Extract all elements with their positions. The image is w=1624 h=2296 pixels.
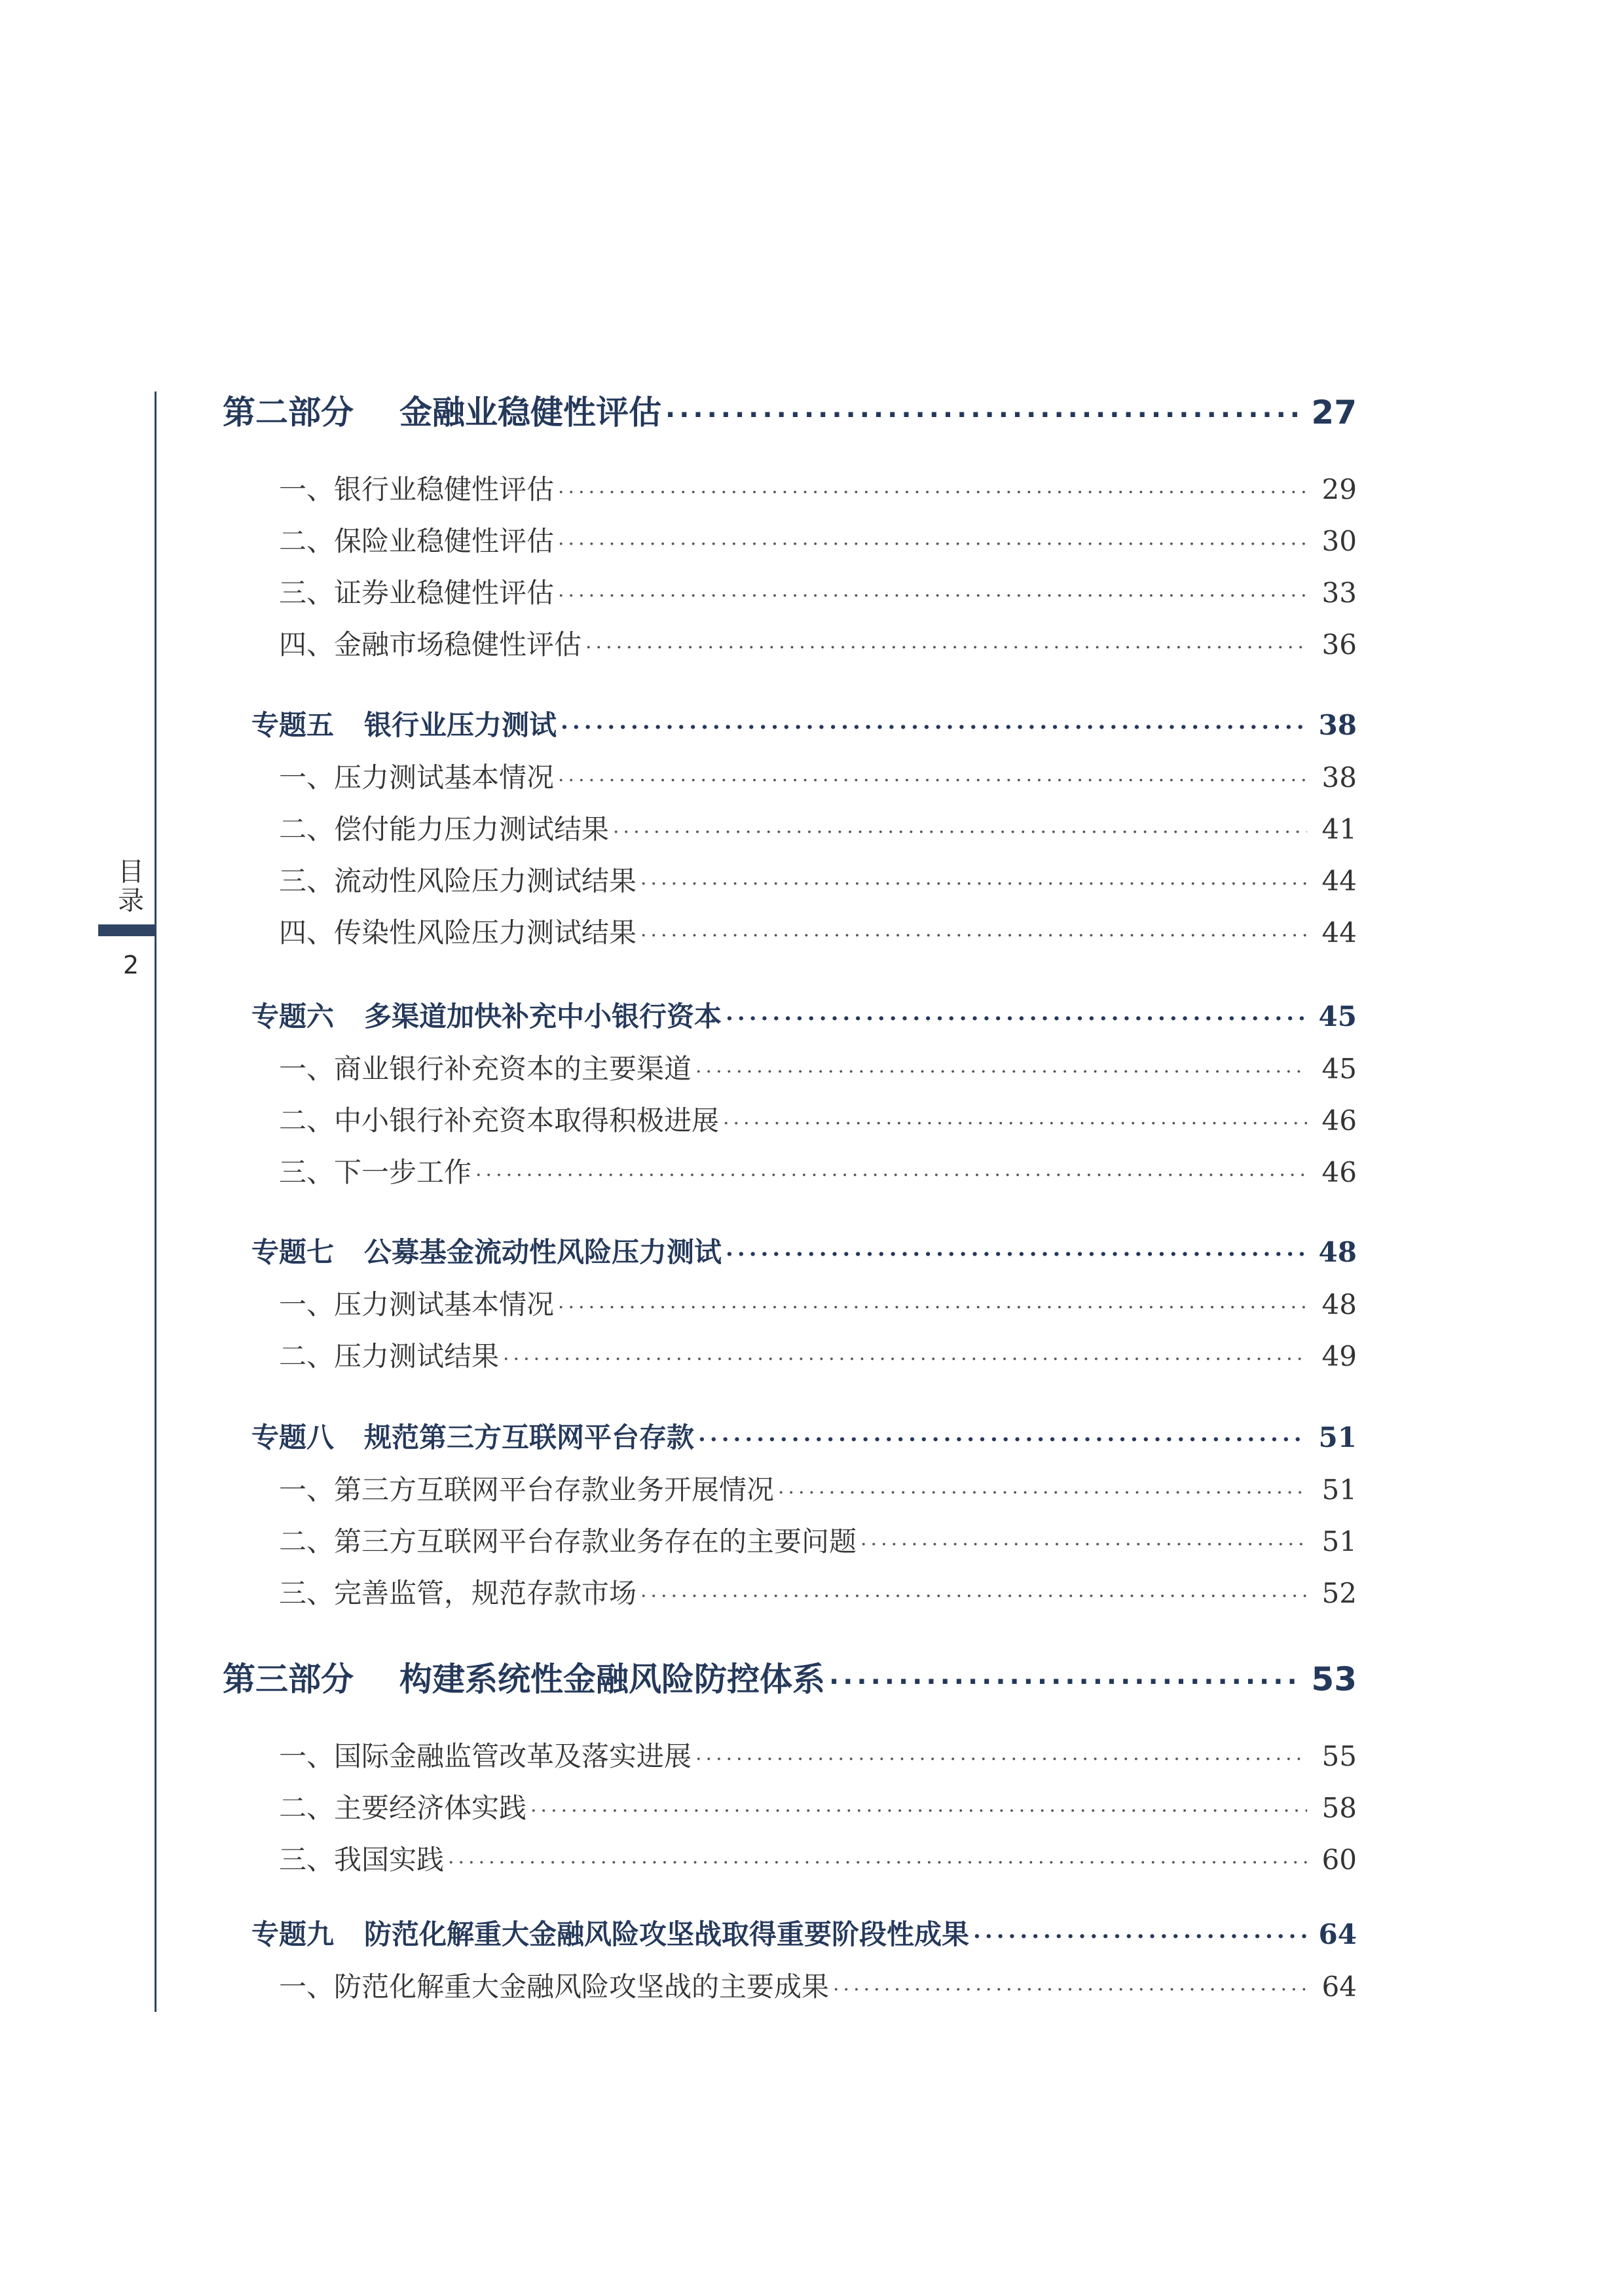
toc-leader-dots — [558, 1296, 1307, 1319]
toc-page-number: 45 — [1318, 1000, 1357, 1032]
toc-heading-title: 金融业稳健性评估 — [399, 393, 661, 431]
toc-entry-label: 一、防范化解重大金融风险攻坚战的主要成果 — [279, 1971, 830, 2003]
toc-entry-label: 一、压力测试基本情况 — [279, 761, 555, 793]
toc-entry[interactable] — [279, 808, 1357, 851]
toc-entry-page: 51 — [1321, 1474, 1357, 1506]
toc-leader-dots — [695, 1061, 1307, 1084]
toc-page-number: 51 — [1318, 1421, 1357, 1453]
toc-entry[interactable] — [279, 756, 1357, 799]
toc-entry-page: 64 — [1321, 1971, 1357, 2003]
toc-heading-number: 专题八 — [251, 1421, 335, 1453]
toc-entry-label: 三、完善监管，规范存款市场 — [279, 1577, 637, 1609]
toc-entry-page: 29 — [1321, 473, 1357, 505]
toc-entry-page: 38 — [1321, 761, 1357, 793]
toc-entry-label: 三、证券业稳健性评估 — [279, 577, 555, 609]
toc-leader-dots — [558, 481, 1307, 504]
toc-entry[interactable] — [279, 1048, 1357, 1091]
toc-entry[interactable] — [279, 1735, 1357, 1778]
toc-page-number: 38 — [1318, 709, 1357, 741]
toc-entry[interactable] — [279, 1965, 1357, 2009]
toc-entry-label: 一、国际金融监管改革及落实进展 — [279, 1740, 692, 1772]
toc-leader-dots — [726, 1241, 1307, 1267]
toc-page-number: 48 — [1318, 1236, 1357, 1268]
toc-entry-label: 二、第三方互联网平台存款业务存在的主要问题 — [279, 1525, 857, 1558]
toc-heading-title: 银行业压力测试 — [364, 709, 557, 741]
toc-entry[interactable] — [279, 572, 1357, 615]
toc-page-number: 27 — [1311, 393, 1357, 431]
toc-entry-label: 一、压力测试基本情况 — [279, 1288, 555, 1321]
toc-heading-label — [251, 1913, 969, 1952]
toc-entry-page: 36 — [1321, 629, 1357, 661]
toc-entry-page: 46 — [1321, 1156, 1357, 1188]
toc-entry-label: 四、传染性风险压力测试结果 — [279, 917, 637, 949]
toc-entry-label: 三、我国实践 — [279, 1844, 445, 1876]
toc-leader-dots — [723, 1112, 1307, 1135]
toc-entry[interactable] — [279, 1099, 1357, 1142]
toc-entry-page: 52 — [1321, 1577, 1357, 1609]
toc-leader-dots — [585, 636, 1307, 659]
toc-entry-label: 三、流动性风险压力测试结果 — [279, 865, 637, 897]
toc-topic-heading[interactable] — [251, 1231, 1357, 1277]
toc-heading-number: 专题九 — [251, 1918, 335, 1950]
toc-heading-label — [251, 1416, 694, 1455]
toc-part-heading[interactable] — [223, 386, 1357, 439]
toc-entry-page: 30 — [1321, 525, 1357, 557]
toc-entry-label: 二、主要经济体实践 — [279, 1792, 527, 1824]
toc-entry-label: 四、金融市场稳健性评估 — [279, 629, 582, 661]
toc-entry[interactable] — [279, 860, 1357, 903]
toc-leader-dots — [558, 533, 1307, 556]
toc-heading-number: 第三部分 — [223, 1660, 354, 1698]
toc-heading-label — [223, 386, 661, 433]
toc-heading-number: 专题六 — [251, 1000, 335, 1032]
toc-leader-dots — [726, 1006, 1307, 1032]
toc-entry-page: 48 — [1321, 1288, 1357, 1321]
toc-leader-dots — [698, 1427, 1307, 1453]
toc-leader-dots — [833, 1978, 1307, 2001]
toc-leader-dots — [860, 1533, 1307, 1556]
toc-entry-page: 55 — [1321, 1740, 1357, 1772]
toc-entry[interactable] — [279, 911, 1357, 955]
toc-entry[interactable] — [279, 468, 1357, 511]
toc-heading-number: 第二部分 — [223, 393, 354, 431]
toc-entry-label: 一、商业银行补充资本的主要渠道 — [279, 1053, 692, 1085]
toc-page-number: 53 — [1311, 1660, 1357, 1698]
section-label-vertical: 目录 — [118, 857, 144, 916]
toc-entry[interactable] — [279, 520, 1357, 563]
toc-part-heading[interactable] — [223, 1653, 1357, 1705]
toc-leader-dots — [665, 400, 1298, 430]
toc-heading-title: 多渠道加快补充中小银行资本 — [364, 1000, 722, 1032]
toc-entry-label: 三、下一步工作 — [279, 1156, 472, 1188]
toc-entry-label: 二、中小银行补充资本取得积极进展 — [279, 1104, 720, 1137]
toc-entry[interactable] — [279, 1335, 1357, 1378]
toc-entry-page: 51 — [1321, 1525, 1357, 1558]
toc-heading-title: 公募基金流动性风险压力测试 — [364, 1236, 722, 1268]
toc-entry-label: 一、银行业稳健性评估 — [279, 473, 555, 505]
toc-entry[interactable] — [279, 1468, 1357, 1512]
toc-entry-page: 58 — [1321, 1792, 1357, 1824]
toc-leader-dots — [973, 1923, 1307, 1950]
toc-leader-dots — [695, 1748, 1307, 1771]
toc-heading-title: 构建系统性金融风险防控体系 — [399, 1660, 825, 1698]
toc-topic-heading[interactable] — [251, 1416, 1357, 1462]
toc-leader-dots — [640, 873, 1307, 896]
toc-heading-label — [251, 1231, 722, 1270]
toc-leader-dots — [503, 1348, 1307, 1371]
toc-leader-dots — [613, 821, 1307, 844]
toc-entry-label: 一、第三方互联网平台存款业务开展情况 — [279, 1474, 775, 1506]
toc-entry-page: 33 — [1321, 577, 1357, 609]
toc-entry-label: 二、偿付能力压力测试结果 — [279, 813, 610, 845]
toc-leader-dots — [475, 1164, 1307, 1187]
toc-entry-page: 44 — [1321, 917, 1357, 949]
toc-entry[interactable] — [279, 623, 1357, 666]
toc-entry-label: 二、压力测试结果 — [279, 1340, 500, 1372]
toc-heading-label — [223, 1653, 825, 1700]
toc-heading-title: 规范第三方互联网平台存款 — [364, 1421, 695, 1453]
toc-entry[interactable] — [279, 1151, 1357, 1194]
toc-leader-dots — [558, 585, 1307, 608]
toc-entry-page: 41 — [1321, 813, 1357, 845]
toc-entry[interactable] — [279, 1572, 1357, 1615]
toc-page-number: 64 — [1318, 1918, 1357, 1950]
toc-entry-page: 60 — [1321, 1844, 1357, 1876]
toc-entry[interactable] — [279, 1838, 1357, 1882]
page-number: 2 — [122, 951, 139, 979]
toc-leader-dots — [530, 1800, 1307, 1823]
toc-heading-number: 专题七 — [251, 1236, 335, 1268]
toc-entry[interactable] — [279, 1520, 1357, 1563]
toc-entry[interactable] — [279, 1283, 1357, 1326]
toc-leader-dots — [640, 1585, 1307, 1608]
toc-entry-page: 45 — [1321, 1053, 1357, 1085]
toc-topic-heading[interactable] — [251, 995, 1357, 1041]
toc-heading-label — [251, 704, 557, 743]
toc-leader-dots — [778, 1482, 1307, 1504]
toc-heading-title: 防范化解重大金融风险攻坚战取得重要阶段性成果 — [364, 1918, 970, 1950]
toc-entry-page: 49 — [1321, 1340, 1357, 1372]
toc-topic-heading[interactable] — [251, 704, 1357, 750]
toc-entry-page: 46 — [1321, 1104, 1357, 1137]
toc-leader-dots — [640, 924, 1307, 947]
toc-heading-label — [251, 995, 722, 1034]
toc-entry-label: 二、保险业稳健性评估 — [279, 525, 555, 557]
toc-topic-heading[interactable] — [251, 1913, 1357, 1959]
toc-entry[interactable] — [279, 1787, 1357, 1830]
toc-entry-page: 44 — [1321, 865, 1357, 897]
toc-leader-dots — [558, 769, 1307, 792]
toc-leader-dots — [561, 714, 1307, 740]
toc-heading-number: 专题五 — [251, 709, 335, 741]
toc-leader-dots — [829, 1667, 1298, 1697]
toc-leader-dots — [448, 1851, 1307, 1874]
